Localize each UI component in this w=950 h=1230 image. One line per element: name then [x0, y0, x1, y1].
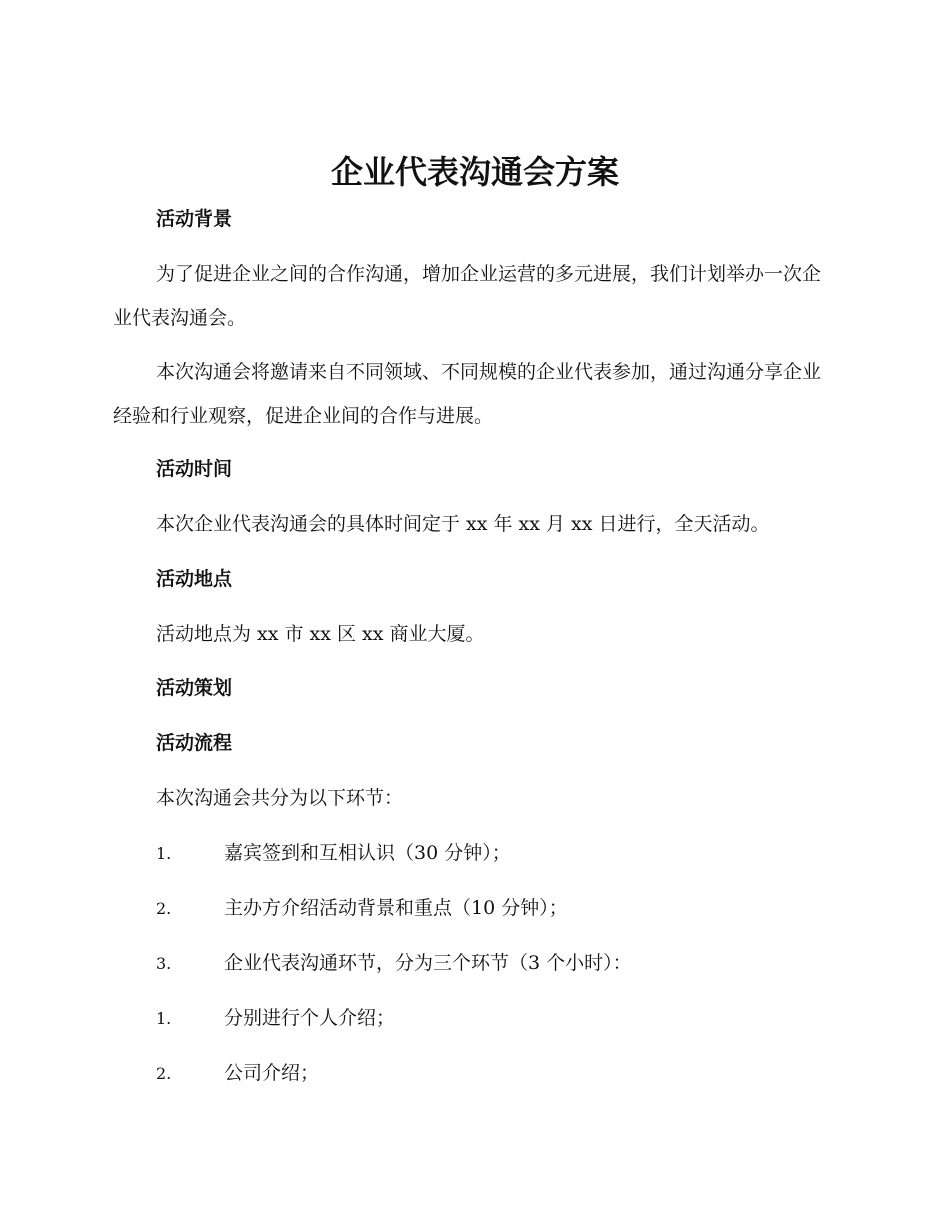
list-item — [156, 894, 856, 923]
document-title: 企业代表沟通会方案 — [330, 153, 619, 191]
list-item-text: 公司介绍； — [224, 1062, 320, 1084]
heading-plan: 活动策划 — [156, 677, 233, 699]
list-item — [156, 1059, 856, 1088]
heading-flow: 活动流程 — [156, 732, 233, 754]
paragraph-place: 活动地点为 xx 市 xx 区 xx 商业大厦。 — [156, 623, 485, 645]
list-item — [156, 839, 856, 868]
paragraph-background-1: 为了促进企业之间的合作沟通，增加企业运营的多元进展，我们计划举办一次企业代表沟通会。 — [113, 263, 822, 329]
list-item-text: 主办方介绍活动背景和重点（10 分钟）； — [224, 897, 568, 919]
heading-time: 活动时间 — [156, 458, 233, 480]
heading-background: 活动背景 — [156, 208, 233, 230]
paragraph-time: 本次企业代表沟通会的具体时间定于 xx 年 xx 月 xx 日进行，全天活动。 — [156, 513, 770, 535]
list-item-text: 嘉宾签到和互相认识（30 分钟）； — [224, 842, 511, 864]
list-item-number: 1. — [156, 844, 172, 863]
list-item-number: 2. — [156, 899, 172, 918]
list-item — [156, 1004, 856, 1033]
list-item-number: 3. — [156, 954, 172, 973]
list-item-text: 企业代表沟通环节，分为三个环节（3 个小时）： — [224, 952, 632, 974]
list-item-number: 2. — [156, 1064, 172, 1083]
paragraph-flow-intro: 本次沟通会共分为以下环节： — [156, 787, 404, 809]
list-item-text: 分别进行个人介绍； — [224, 1007, 396, 1029]
list-item-number: 1. — [156, 1009, 172, 1028]
list-item — [156, 949, 856, 978]
paragraph-background-2: 本次沟通会将邀请来自不同领域、不同规模的企业代表参加，通过沟通分享企业经验和行业观察，促进企业间的合作与进展。 — [113, 361, 822, 427]
heading-place: 活动地点 — [156, 568, 233, 590]
